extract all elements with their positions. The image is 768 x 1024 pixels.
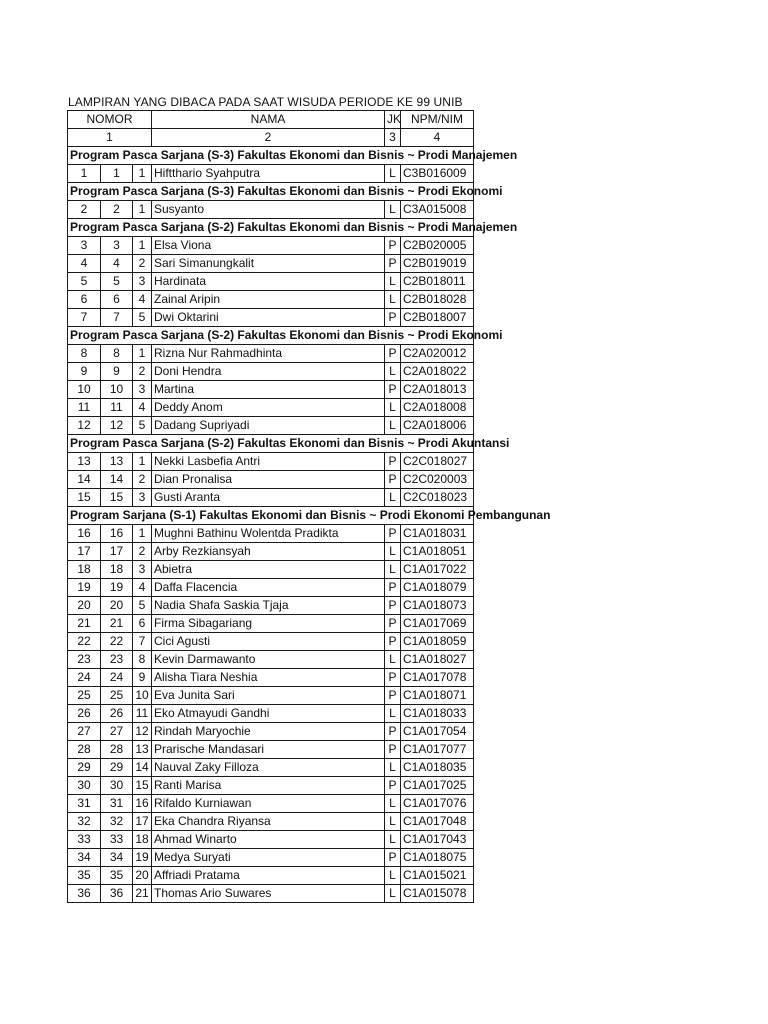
- cell-number-list: 6: [101, 291, 133, 309]
- cell-number-overall: 29: [68, 759, 101, 777]
- cell-number-list: 13: [101, 453, 133, 471]
- table-row: [68, 543, 474, 561]
- cell-npm: C2A020012: [401, 345, 474, 363]
- cell-number-program: 18: [133, 831, 152, 849]
- column-number-1: 1: [68, 129, 152, 147]
- cell-number-overall: 23: [68, 651, 101, 669]
- cell-number-overall: 28: [68, 741, 101, 759]
- cell-number-list: 9: [101, 363, 133, 381]
- cell-number-list: 4: [101, 255, 133, 273]
- cell-number-overall: 6: [68, 291, 101, 309]
- cell-number-list: 32: [101, 813, 133, 831]
- cell-number-overall: 20: [68, 597, 101, 615]
- table-row: [68, 741, 474, 759]
- cell-number-overall: 19: [68, 579, 101, 597]
- cell-number-overall: 16: [68, 525, 101, 543]
- table-row: [68, 453, 474, 471]
- cell-number-list: 16: [101, 525, 133, 543]
- cell-number-program: 5: [133, 597, 152, 615]
- cell-number-overall: 3: [68, 237, 101, 255]
- cell-number-list: 26: [101, 705, 133, 723]
- cell-number-list: 31: [101, 795, 133, 813]
- cell-name: Doni Hendra: [152, 363, 385, 381]
- table-row: [68, 237, 474, 255]
- cell-npm: C2C020003: [401, 471, 474, 489]
- table-row: [68, 813, 474, 831]
- cell-number-program: 1: [133, 165, 152, 183]
- cell-gender: P: [385, 345, 401, 363]
- cell-number-overall: 22: [68, 633, 101, 651]
- cell-number-overall: 12: [68, 417, 101, 435]
- cell-number-list: 34: [101, 849, 133, 867]
- cell-gender: L: [385, 201, 401, 219]
- cell-name: Rindah Maryochie: [152, 723, 385, 741]
- table-row: [68, 165, 474, 183]
- cell-number-list: 14: [101, 471, 133, 489]
- cell-npm: C1A017069: [401, 615, 474, 633]
- cell-number-overall: 27: [68, 723, 101, 741]
- cell-gender: P: [385, 381, 401, 399]
- cell-number-program: 3: [133, 489, 152, 507]
- cell-number-overall: 2: [68, 201, 101, 219]
- cell-number-list: 23: [101, 651, 133, 669]
- cell-number-list: 12: [101, 417, 133, 435]
- cell-number-program: 20: [133, 867, 152, 885]
- table-body: [68, 111, 551, 903]
- cell-number-program: 5: [133, 417, 152, 435]
- cell-gender: P: [385, 453, 401, 471]
- cell-gender: L: [385, 813, 401, 831]
- cell-number-program: 1: [133, 345, 152, 363]
- cell-number-overall: 21: [68, 615, 101, 633]
- cell-npm: C1A017054: [401, 723, 474, 741]
- section-heading: Program Pasca Sarjana (S-2) Fakultas Ekonomi dan Bisnis ~ Prodi Akuntansi: [68, 435, 474, 453]
- cell-number-overall: 4: [68, 255, 101, 273]
- section-heading: Program Pasca Sarjana (S-3) Fakultas Ekonomi dan Bisnis ~ Prodi Manajemen: [68, 147, 474, 165]
- table-row: [68, 831, 474, 849]
- cell-name: Thomas Ario Suwares: [152, 885, 385, 903]
- cell-number-program: 17: [133, 813, 152, 831]
- cell-number-list: 17: [101, 543, 133, 561]
- cell-npm: C1A018071: [401, 687, 474, 705]
- cell-name: Kevin Darmawanto: [152, 651, 385, 669]
- cell-npm: C2B018011: [401, 273, 474, 291]
- header-nomor: NOMOR: [68, 111, 152, 129]
- cell-number-program: 3: [133, 273, 152, 291]
- cell-name: Rifaldo Kurniawan: [152, 795, 385, 813]
- cell-gender: L: [385, 273, 401, 291]
- cell-name: Gusti Aranta: [152, 489, 385, 507]
- cell-number-overall: 36: [68, 885, 101, 903]
- cell-number-list: 1: [101, 165, 133, 183]
- cell-npm: C1A017043: [401, 831, 474, 849]
- cell-npm: C2A018022: [401, 363, 474, 381]
- cell-name: Cici Agusti: [152, 633, 385, 651]
- cell-name: Hiftthario Syahputra: [152, 165, 385, 183]
- cell-name: Rizna Nur Rahmadhinta: [152, 345, 385, 363]
- cell-gender: P: [385, 849, 401, 867]
- cell-number-list: 27: [101, 723, 133, 741]
- cell-number-list: 18: [101, 561, 133, 579]
- table-row: [68, 759, 474, 777]
- cell-number-list: 3: [101, 237, 133, 255]
- cell-gender: L: [385, 831, 401, 849]
- cell-gender: L: [385, 795, 401, 813]
- cell-gender: P: [385, 615, 401, 633]
- cell-number-program: 21: [133, 885, 152, 903]
- cell-name: Daffa Flacencia: [152, 579, 385, 597]
- section-heading: Program Sarjana (S-1) Fakultas Ekonomi dan Bisnis ~ Prodi Ekonomi Pembangunan: [68, 507, 474, 525]
- table-row: [68, 615, 474, 633]
- cell-npm: C2A018013: [401, 381, 474, 399]
- table-row: [68, 795, 474, 813]
- cell-number-list: 25: [101, 687, 133, 705]
- cell-npm: C3A015008: [401, 201, 474, 219]
- table-row: [68, 273, 474, 291]
- cell-name: Deddy Anom: [152, 399, 385, 417]
- cell-npm: C2C018023: [401, 489, 474, 507]
- cell-number-list: 33: [101, 831, 133, 849]
- cell-gender: L: [385, 705, 401, 723]
- cell-number-program: 2: [133, 543, 152, 561]
- cell-name: Alisha Tiara Neshia: [152, 669, 385, 687]
- cell-gender: L: [385, 885, 401, 903]
- cell-name: Ahmad Winarto: [152, 831, 385, 849]
- cell-npm: C2B020005: [401, 237, 474, 255]
- table-row: [68, 705, 474, 723]
- cell-name: Eko Atmayudi Gandhi: [152, 705, 385, 723]
- cell-gender: L: [385, 759, 401, 777]
- table-row: [68, 669, 474, 687]
- cell-name: Mughni Bathinu Wolentda Pradikta: [152, 525, 385, 543]
- cell-number-program: 15: [133, 777, 152, 795]
- table-row: [68, 363, 474, 381]
- cell-npm: C2A018006: [401, 417, 474, 435]
- cell-number-list: 8: [101, 345, 133, 363]
- cell-number-program: 1: [133, 525, 152, 543]
- cell-number-overall: 13: [68, 453, 101, 471]
- cell-npm: C1A017022: [401, 561, 474, 579]
- table-row: [68, 255, 474, 273]
- cell-gender: L: [385, 867, 401, 885]
- cell-npm: C1A015021: [401, 867, 474, 885]
- cell-gender: P: [385, 687, 401, 705]
- cell-name: Dadang Supriyadi: [152, 417, 385, 435]
- cell-number-list: 29: [101, 759, 133, 777]
- cell-number-overall: 15: [68, 489, 101, 507]
- cell-name: Arby Rezkiansyah: [152, 543, 385, 561]
- table-row: [68, 417, 474, 435]
- cell-number-overall: 8: [68, 345, 101, 363]
- cell-name: Prarische Mandasari: [152, 741, 385, 759]
- table-row: [68, 687, 474, 705]
- cell-name: Zainal Aripin: [152, 291, 385, 309]
- cell-gender: P: [385, 471, 401, 489]
- cell-gender: P: [385, 597, 401, 615]
- cell-number-program: 1: [133, 201, 152, 219]
- header-nama: NAMA: [152, 111, 385, 129]
- section-row: [68, 435, 474, 453]
- cell-gender: L: [385, 417, 401, 435]
- cell-npm: C2B019019: [401, 255, 474, 273]
- cell-name: Elsa Viona: [152, 237, 385, 255]
- cell-name: Affriadi Pratama: [152, 867, 385, 885]
- cell-number-overall: 11: [68, 399, 101, 417]
- cell-number-overall: 33: [68, 831, 101, 849]
- cell-number-overall: 30: [68, 777, 101, 795]
- cell-number-overall: 18: [68, 561, 101, 579]
- cell-number-overall: 31: [68, 795, 101, 813]
- cell-number-list: 5: [101, 273, 133, 291]
- cell-npm: C2B018028: [401, 291, 474, 309]
- cell-number-program: 1: [133, 237, 152, 255]
- cell-number-program: 2: [133, 363, 152, 381]
- cell-number-list: 11: [101, 399, 133, 417]
- table-row: [68, 525, 474, 543]
- table-row: [68, 381, 474, 399]
- section-row: [68, 219, 474, 237]
- cell-npm: C2A018008: [401, 399, 474, 417]
- cell-number-program: 3: [133, 561, 152, 579]
- cell-gender: P: [385, 723, 401, 741]
- cell-npm: C1A018073: [401, 597, 474, 615]
- cell-number-overall: 14: [68, 471, 101, 489]
- cell-gender: P: [385, 777, 401, 795]
- table-row: [68, 291, 474, 309]
- cell-number-program: 2: [133, 255, 152, 273]
- cell-number-list: 7: [101, 309, 133, 327]
- cell-number-program: 19: [133, 849, 152, 867]
- table-row: [68, 201, 474, 219]
- cell-number-overall: 26: [68, 705, 101, 723]
- cell-number-list: 35: [101, 867, 133, 885]
- cell-number-list: 2: [101, 201, 133, 219]
- cell-number-overall: 9: [68, 363, 101, 381]
- section-row: [68, 507, 474, 525]
- cell-npm: C2C018027: [401, 453, 474, 471]
- cell-gender: P: [385, 633, 401, 651]
- cell-name: Eva Junita Sari: [152, 687, 385, 705]
- cell-number-overall: 25: [68, 687, 101, 705]
- table-row: [68, 849, 474, 867]
- cell-number-program: 12: [133, 723, 152, 741]
- table-row: [68, 597, 474, 615]
- header-npm: NPM/NIM: [401, 111, 474, 129]
- table-row: [68, 867, 474, 885]
- cell-number-list: 21: [101, 615, 133, 633]
- cell-name: Firma Sibagariang: [152, 615, 385, 633]
- graduates-table: [67, 110, 551, 903]
- cell-number-overall: 35: [68, 867, 101, 885]
- table-row: [68, 489, 474, 507]
- cell-number-program: 11: [133, 705, 152, 723]
- cell-number-overall: 34: [68, 849, 101, 867]
- cell-name: Ranti Marisa: [152, 777, 385, 795]
- cell-npm: C1A018075: [401, 849, 474, 867]
- cell-name: Susyanto: [152, 201, 385, 219]
- cell-number-program: 16: [133, 795, 152, 813]
- column-number-3: 3: [385, 129, 401, 147]
- cell-gender: P: [385, 309, 401, 327]
- table-row: [68, 579, 474, 597]
- cell-number-program: 10: [133, 687, 152, 705]
- cell-name: Nadia Shafa Saskia Tjaja: [152, 597, 385, 615]
- cell-npm: C1A018051: [401, 543, 474, 561]
- cell-number-list: 36: [101, 885, 133, 903]
- cell-gender: L: [385, 363, 401, 381]
- cell-gender: L: [385, 561, 401, 579]
- cell-npm: C1A018059: [401, 633, 474, 651]
- cell-gender: P: [385, 237, 401, 255]
- cell-number-overall: 10: [68, 381, 101, 399]
- table-row: [68, 723, 474, 741]
- table-row: [68, 651, 474, 669]
- column-number-2: 2: [152, 129, 385, 147]
- cell-gender: L: [385, 165, 401, 183]
- cell-number-overall: 7: [68, 309, 101, 327]
- cell-number-program: 3: [133, 381, 152, 399]
- cell-number-program: 4: [133, 579, 152, 597]
- cell-number-program: 6: [133, 615, 152, 633]
- cell-npm: C1A018079: [401, 579, 474, 597]
- cell-number-program: 13: [133, 741, 152, 759]
- cell-name: Dwi Oktarini: [152, 309, 385, 327]
- cell-name: Hardinata: [152, 273, 385, 291]
- section-row: [68, 183, 474, 201]
- cell-name: Medya Suryati: [152, 849, 385, 867]
- table-row: [68, 471, 474, 489]
- cell-number-list: 15: [101, 489, 133, 507]
- cell-gender: L: [385, 399, 401, 417]
- cell-name: Abietra: [152, 561, 385, 579]
- cell-number-program: 7: [133, 633, 152, 651]
- cell-npm: C1A018035: [401, 759, 474, 777]
- cell-gender: P: [385, 255, 401, 273]
- cell-name: Dian Pronalisa: [152, 471, 385, 489]
- cell-gender: P: [385, 525, 401, 543]
- cell-name: Nekki Lasbefia Antri: [152, 453, 385, 471]
- cell-number-list: 30: [101, 777, 133, 795]
- cell-number-overall: 32: [68, 813, 101, 831]
- cell-name: Eka Chandra Riyansa: [152, 813, 385, 831]
- cell-npm: C1A018027: [401, 651, 474, 669]
- cell-number-program: 8: [133, 651, 152, 669]
- section-heading: Program Pasca Sarjana (S-3) Fakultas Ekonomi dan Bisnis ~ Prodi Ekonomi: [68, 183, 474, 201]
- cell-npm: C1A017076: [401, 795, 474, 813]
- table-row: [68, 777, 474, 795]
- cell-number-overall: 1: [68, 165, 101, 183]
- cell-number-program: 2: [133, 471, 152, 489]
- column-number-row: [68, 129, 474, 147]
- cell-npm: C1A015078: [401, 885, 474, 903]
- column-number-4: 4: [401, 129, 474, 147]
- section-row: [68, 327, 474, 345]
- cell-number-list: 19: [101, 579, 133, 597]
- cell-gender: P: [385, 669, 401, 687]
- table-row: [68, 309, 474, 327]
- cell-gender: P: [385, 741, 401, 759]
- cell-gender: P: [385, 579, 401, 597]
- table-row: [68, 633, 474, 651]
- cell-gender: L: [385, 651, 401, 669]
- cell-number-program: 9: [133, 669, 152, 687]
- table-row: [68, 345, 474, 363]
- header-row: [68, 111, 474, 129]
- cell-npm: C2B018007: [401, 309, 474, 327]
- cell-number-list: 22: [101, 633, 133, 651]
- cell-gender: L: [385, 291, 401, 309]
- cell-npm: C1A018033: [401, 705, 474, 723]
- cell-npm: C1A017025: [401, 777, 474, 795]
- cell-number-program: 14: [133, 759, 152, 777]
- page-title: LAMPIRAN YANG DIBACA PADA SAAT WISUDA PERIODE KE 99 UNIB: [68, 95, 463, 109]
- table-row: [68, 885, 474, 903]
- cell-number-list: 24: [101, 669, 133, 687]
- table-row: [68, 561, 474, 579]
- cell-number-program: 4: [133, 399, 152, 417]
- cell-gender: L: [385, 543, 401, 561]
- section-heading: Program Pasca Sarjana (S-2) Fakultas Ekonomi dan Bisnis ~ Prodi Ekonomi: [68, 327, 474, 345]
- cell-number-overall: 17: [68, 543, 101, 561]
- cell-number-overall: 5: [68, 273, 101, 291]
- table-row: [68, 399, 474, 417]
- cell-number-list: 20: [101, 597, 133, 615]
- cell-number-program: 5: [133, 309, 152, 327]
- cell-name: Martina: [152, 381, 385, 399]
- cell-npm: C3B016009: [401, 165, 474, 183]
- cell-npm: C1A017077: [401, 741, 474, 759]
- section-row: [68, 147, 474, 165]
- sheet-viewport: [67, 110, 551, 921]
- cell-number-program: 4: [133, 291, 152, 309]
- cell-number-program: 1: [133, 453, 152, 471]
- section-heading: Program Pasca Sarjana (S-2) Fakultas Ekonomi dan Bisnis ~ Prodi Manajemen: [68, 219, 474, 237]
- cell-number-list: 10: [101, 381, 133, 399]
- cell-npm: C1A018031: [401, 525, 474, 543]
- cell-number-list: 28: [101, 741, 133, 759]
- cell-npm: C1A017078: [401, 669, 474, 687]
- cell-npm: C1A017048: [401, 813, 474, 831]
- cell-name: Nauval Zaky Filloza: [152, 759, 385, 777]
- cell-name: Sari Simanungkalit: [152, 255, 385, 273]
- cell-number-overall: 24: [68, 669, 101, 687]
- header-jk: JK: [385, 111, 401, 129]
- cell-gender: L: [385, 489, 401, 507]
